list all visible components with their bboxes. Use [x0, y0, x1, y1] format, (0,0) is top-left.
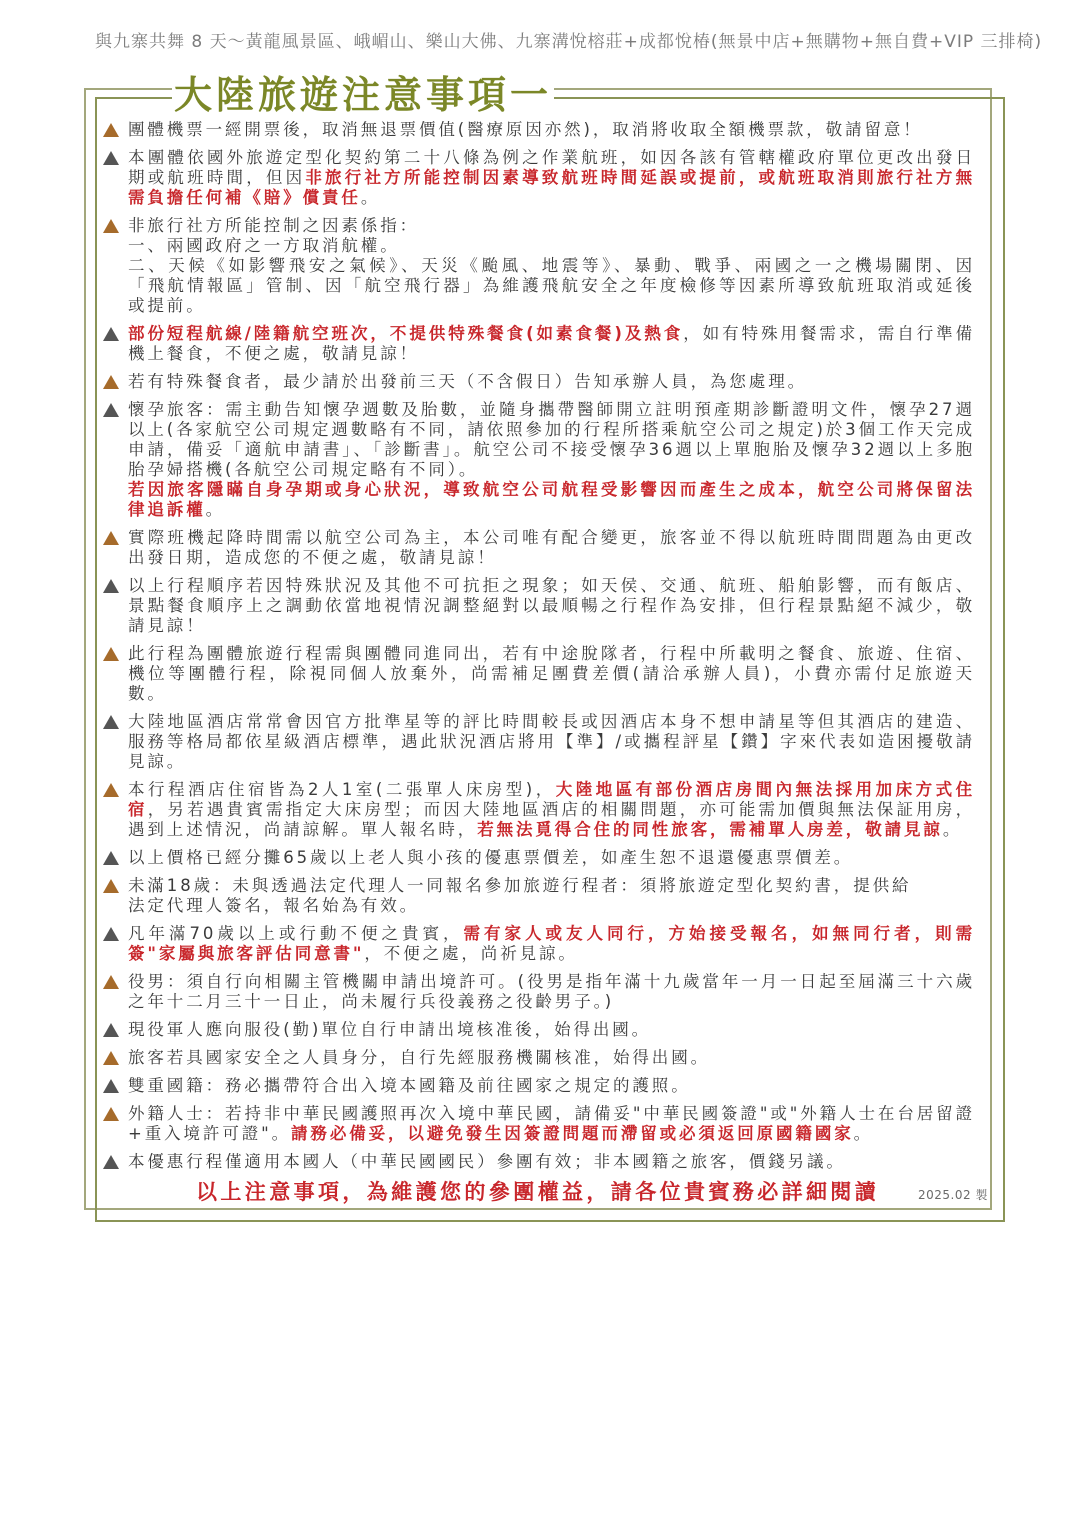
notice-line: [128, 644, 975, 704]
notice-text-highlight: 部份短程航線/陸籍航空班次，不提供特殊餐食(如素食餐)及熱食: [128, 324, 684, 343]
footer-reminder: 以上注意事項，為維護您的參團權益，請各位貴賓務必詳細閱讀: [196, 1180, 880, 1204]
notice-text: 。: [360, 188, 381, 207]
brown-triangle-icon: [103, 1107, 119, 1121]
notice-line: [128, 924, 975, 964]
notice-text: 以上價格已經分攤65歲以上老人與小孩的優惠票價差，如產生恕不退還優惠票價差。: [128, 848, 854, 867]
brown-triangle-icon: [103, 647, 119, 661]
brown-triangle-icon: [103, 219, 119, 233]
notice-item-seniors: [128, 924, 975, 964]
notice-item-actual-flight-times: [128, 528, 975, 568]
notice-item-nationality-pricing: [128, 1152, 975, 1172]
notice-line: [128, 576, 975, 636]
notice-text: 本優惠行程僅適用本國人（中華民國國民）參團有效；非本國籍之旅客，價錢另議。: [128, 1152, 846, 1171]
notice-title: 大陸旅遊注意事項一: [174, 73, 553, 117]
notice-text: 現役軍人應向服役(勤)單位自行申請出境核准後，始得出國。: [128, 1020, 652, 1039]
gray-triangle-icon: [103, 579, 119, 593]
brown-triangle-icon: [103, 783, 119, 797]
notice-text: 實際班機起降時間需以航空公司為主，本公司唯有配合變更，旅客並不得以航班時間問題為由更改出發日期，造成您的不便之處，敬請見諒！: [128, 528, 975, 567]
notice-item-military-service: [128, 972, 975, 1012]
notice-line: [128, 148, 975, 208]
gray-triangle-icon: [103, 403, 119, 417]
notice-text: 雙重國籍：務必攜帶符合出入境本國籍及前往國家之規定的護照。: [128, 1076, 691, 1095]
notice-text: 一、兩國政府之一方取消航權。: [128, 236, 400, 255]
notice-item-hotel-rating: [128, 712, 975, 772]
notice-text: 非旅行社方所能控制之因素係指：: [128, 216, 419, 235]
notice-text: ，不便之處，尚祈見諒。: [364, 944, 578, 963]
notice-text-highlight: 請務必備妥，以避免發生因簽證問題而滯留或必須返回原國籍國家: [291, 1124, 854, 1143]
notice-item-discount-fare: [128, 848, 975, 868]
gray-triangle-icon: [103, 151, 119, 165]
brown-triangle-icon: [103, 1051, 119, 1065]
gray-triangle-icon: [103, 1155, 119, 1169]
notice-text: 本團體依國外旅遊定型化契約第二十八條為例之作業航班，如因各該有管轄權政府單位更改出發日期或航班時間，但因: [128, 148, 975, 187]
notice-item-special-meals-onboard: [128, 324, 975, 364]
notice-item-active-military: [128, 1020, 975, 1040]
notice-item-dual-nationality: [128, 1076, 975, 1096]
notice-line: [128, 972, 975, 1012]
notice-line: [128, 896, 975, 916]
notice-line: [128, 400, 975, 480]
notice-text: 外籍人士：若持非中華民國護照再次入境中華民國，請備妥"中華民國簽證"或"外籍人士在台居留證+重入境許可證"。: [128, 1104, 975, 1143]
notice-text: 若有特殊餐食者，最少請於出發前三天（不含假日）告知承辦人員，為您處理。: [128, 372, 807, 391]
notice-line: [128, 1048, 975, 1068]
notice-text: 。: [853, 1124, 874, 1143]
notice-text: 懷孕旅客：需主動告知懷孕週數及胎數，並隨身攜帶醫師開立註明預產期診斷證明文件，懷孕27週以上(各家航空公司規定週數略有不同，請依照參加的行程所搭乘航空公司之規定)於3個工作天完成申請，備妥「適航申請書」、「診斷書」。航空公司不接受懷孕36週以上單胞胎及懷孕32週以上多胞胎孕婦搭機(各航空公司規定略有不同）。: [128, 400, 975, 479]
gray-triangle-icon: [103, 327, 119, 341]
gray-triangle-icon: [103, 927, 119, 941]
notice-frame: [84, 73, 992, 1210]
notice-line: [128, 712, 975, 772]
notice-item-special-meal-request: [128, 372, 975, 392]
brown-triangle-icon: [103, 531, 119, 545]
notice-text: 團體機票一經開票後，取消無退票價值(醫療原因亦然)，取消將收取全額機票款，敬請留意！: [128, 120, 923, 139]
notice-line: [128, 256, 975, 316]
notice-text: 。: [205, 500, 226, 519]
notice-text: 法定代理人簽名，報名始為有效。: [128, 896, 419, 915]
brown-triangle-icon: [103, 123, 119, 137]
notice-text: 未滿18歲：未與透過法定代理人一同報名參加旅遊行程者：須將旅遊定型化契約書，提供給: [128, 876, 912, 895]
notice-text-highlight: 若無法覓得合住的同性旅客，需補單人房差，敬請見諒: [477, 820, 943, 839]
notice-text: ，如有特殊用餐需求，需自行準備機上餐食，不便之處，敬請見諒！: [128, 324, 976, 363]
notice-line: [128, 1104, 975, 1144]
notice-line: [128, 216, 975, 236]
notice-line: [128, 480, 975, 520]
notice-text: 以上行程順序若因特殊狀況及其他不可抗拒之現象；如天侯、交通、航班、船舶影響，而有飯店、景點餐食順序上之調動依當地視情況調整絕對以最順暢之行程作為安排，但行程景點絕不減少，敬請見諒！: [128, 576, 975, 635]
tour-title-header: 與九寨共舞 8 天～黃龍風景區、峨嵋山、樂山大佛、九寨溝悅榕莊+成都悅椿(無景中店+無購物+無自費+VIP 三排椅): [95, 32, 1043, 52]
notice-line: [128, 780, 975, 840]
footer-date: 2025.02 製: [918, 1188, 988, 1202]
notice-item-flight-schedule: [128, 148, 975, 208]
notice-item-ticket-refund: [128, 120, 975, 140]
notice-item-pregnancy: [128, 400, 975, 520]
notice-item-force-majeure: [128, 216, 975, 316]
notice-line: [128, 876, 975, 896]
notice-text-highlight: 需有家人或友人同行，方始接受報名，如無同行者，則需簽"家屬與旅客評估同意書": [128, 924, 976, 963]
notice-text: ，另若遇貴賓需指定大床房型；而因大陸地區酒店的相關問題，亦可能需加價與無法保証用房，遇到上述情況，尚請諒解。單人報名時，: [128, 800, 975, 839]
notice-footer: [128, 1180, 988, 1204]
notice-item-room-type: [128, 780, 975, 840]
brown-triangle-icon: [103, 375, 119, 389]
gray-triangle-icon: [103, 715, 119, 729]
brown-triangle-icon: [103, 975, 119, 989]
notice-line: [128, 1020, 975, 1040]
notice-item-minors: [128, 876, 975, 916]
notice-item-group-travel: [128, 644, 975, 704]
notice-text: 旅客若具國家安全之人員身分，自行先經服務機關核准，始得出國。: [128, 1048, 710, 1067]
gray-triangle-icon: [103, 1079, 119, 1093]
notice-text-highlight: 非旅行社方所能控制因素導致航班時間延誤或提前，或航班取消則旅行社方無需負擔任何補《賠》償責任: [128, 168, 975, 207]
notice-text: 二、天候《如影響飛安之氣候》、天災《颱風、地震等》、暴動、戰爭、兩國之一之機場關閉、因「飛航情報區」管制、因「航空飛行器」為維護飛航安全之年度檢修等因素所導致航班取消或延後或提前。: [128, 256, 975, 315]
notice-line: [128, 848, 975, 868]
notice-line: [128, 1152, 975, 1172]
notice-line: [128, 528, 975, 568]
notice-text: 。: [942, 820, 963, 839]
notice-line: [128, 372, 975, 392]
notice-text: 凡年滿70歲以上或行動不便之貴賓，: [128, 924, 464, 943]
notice-item-itinerary-order: [128, 576, 975, 636]
notice-text: 此行程為團體旅遊行程需與團體同進同出，若有中途脫隊者，行程中所載明之餐食、旅遊、住宿、機位等團體行程，除視同個人放棄外，尚需補足團費差價(請洽承辦人員)，小費亦需付足旅遊天數。: [128, 644, 975, 703]
notice-text-highlight: 若因旅客隱瞞自身孕期或身心狀況，導致航空公司航程受影響因而產生之成本，航空公司將保留法律追訴權: [128, 480, 975, 519]
notice-text: 役男：須自行向相關主管機關申請出境許可。(役男是指年滿十九歲當年一月一日起至屆滿三十六歲之年十二月三十一日止，尚未履行兵役義務之役齡男子。): [128, 972, 975, 1011]
notice-line: [128, 236, 975, 256]
notice-text-highlight: 大陸地區有部份酒店房間內無法採用加床方式住宿: [128, 780, 975, 819]
gray-triangle-icon: [103, 851, 119, 865]
notice-item-national-security: [128, 1048, 975, 1068]
notice-text: 大陸地區酒店常常會因官方批準星等的評比時間較長或因酒店本身不想申請星等但其酒店的建造、服務等格局都依星級酒店標準，遇此狀況酒店將用【準】/或攜程評星【鑽】字來代表如造困擾敬請見諒。: [128, 712, 975, 771]
brown-triangle-icon: [103, 879, 119, 893]
notice-list: [128, 120, 988, 1204]
gray-triangle-icon: [103, 1023, 119, 1037]
notice-line: [128, 120, 975, 140]
notice-text: 本行程酒店住宿皆為2人1室(二張單人床房型)，: [128, 780, 556, 799]
notice-item-foreign-nationals: [128, 1104, 975, 1144]
notice-line: [128, 324, 975, 364]
notice-line: [128, 1076, 975, 1096]
